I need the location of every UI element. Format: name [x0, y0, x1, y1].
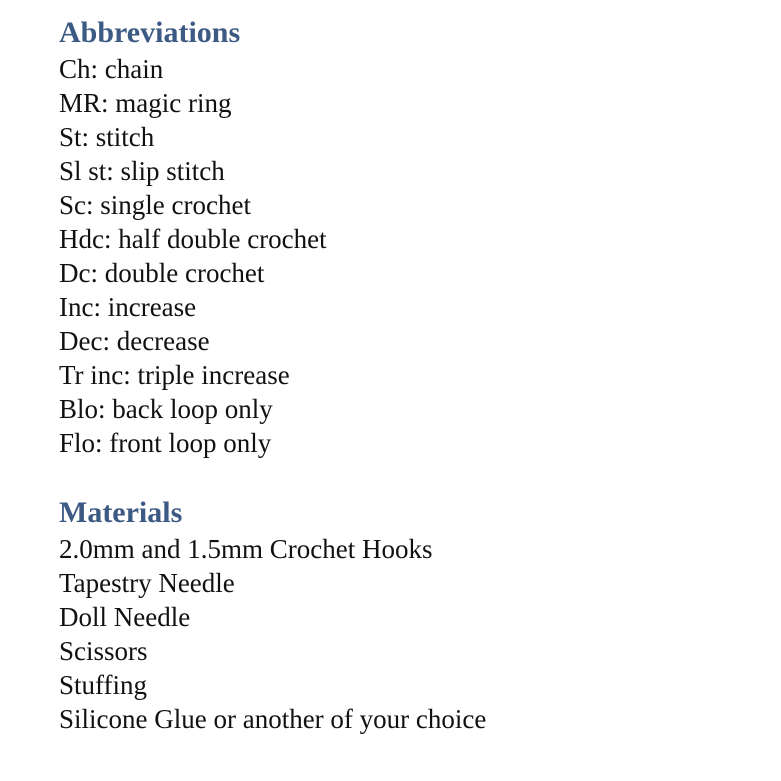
list-item: Stuffing	[59, 670, 148, 700]
abbreviations-section	[59, 14, 759, 460]
abbreviations-heading: Abbreviations	[59, 16, 241, 49]
list-item: Inc: increase	[59, 292, 197, 322]
materials-section	[59, 494, 759, 736]
list-item: Hdc: half double crochet	[59, 224, 327, 254]
list-item: Flo: front loop only	[59, 428, 272, 458]
list-item: Silicone Glue or another of your choice	[59, 704, 487, 734]
list-item: Blo: back loop only	[59, 394, 273, 424]
list-item: Sl st: slip stitch	[59, 156, 225, 186]
list-item: Doll Needle	[59, 602, 191, 632]
list-item: Dec: decrease	[59, 326, 210, 356]
list-item: MR: magic ring	[59, 88, 232, 118]
list-item: Ch: chain	[59, 54, 164, 84]
list-item: Scissors	[59, 636, 148, 666]
list-item: Dc: double crochet	[59, 258, 265, 288]
list-item: Tapestry Needle	[59, 568, 235, 598]
list-item: Tr inc: triple increase	[59, 360, 290, 390]
document	[59, 14, 759, 736]
list-item: St: stitch	[59, 122, 155, 152]
materials-list	[59, 532, 759, 736]
materials-heading: Materials	[59, 496, 183, 529]
abbreviations-list	[59, 52, 759, 460]
list-item: Sc: single crochet	[59, 190, 251, 220]
list-item: 2.0mm and 1.5mm Crochet Hooks	[59, 534, 433, 564]
